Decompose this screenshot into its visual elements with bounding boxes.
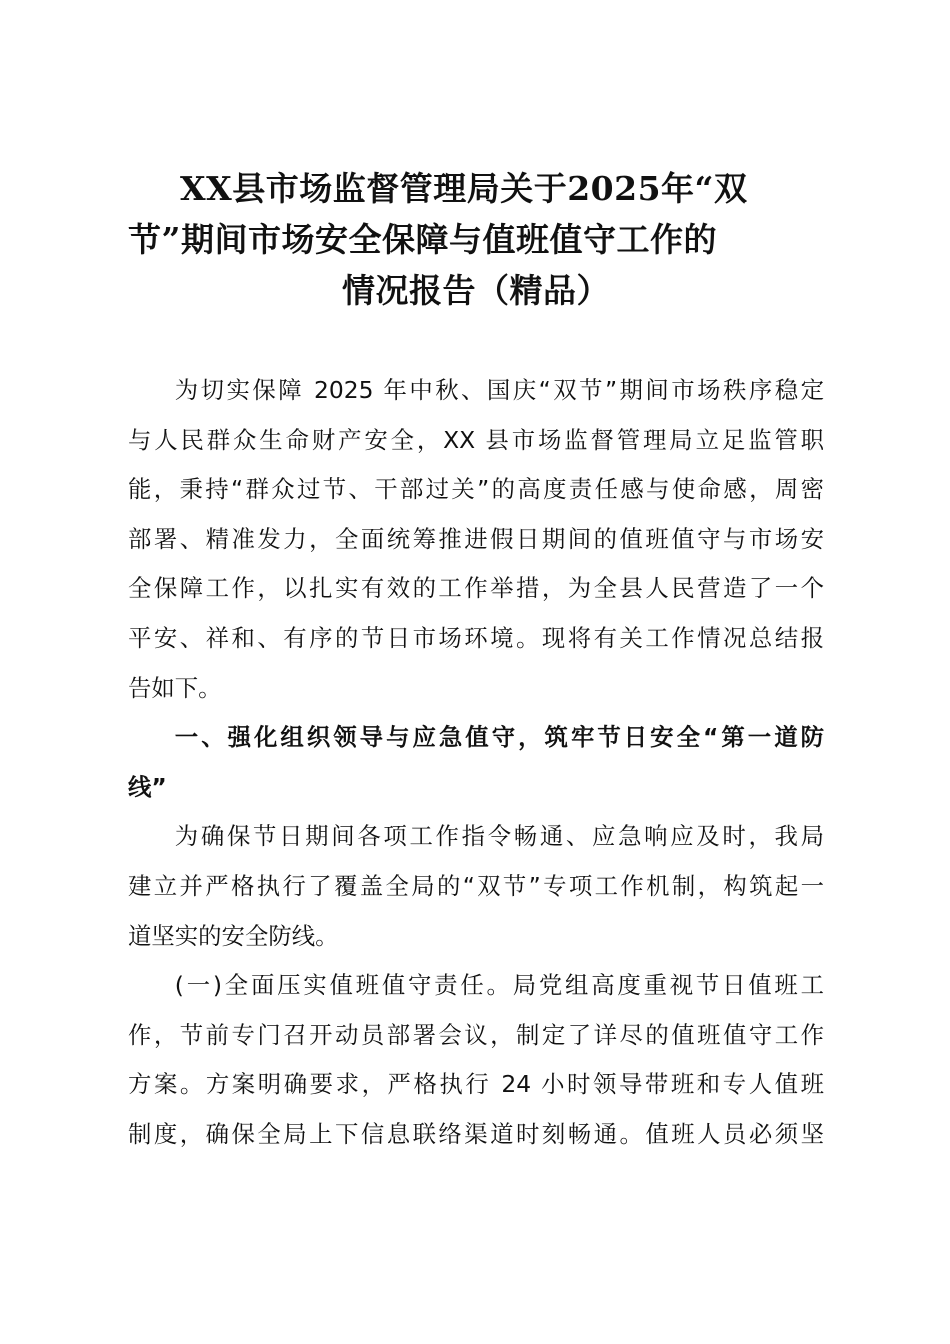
heading-line: 一、强化组织领导与应急值守，筑牢节日安全“第一道防 (174, 723, 824, 752)
section-heading-1 (128, 713, 824, 812)
text-line: 道坚实的安全防线。 (128, 921, 339, 950)
text-line: 为确保节日期间各项工作指令畅通、应急响应及时，我局 (174, 822, 824, 851)
text-line: 部署、精准发力，全面统筹推进假日期间的值班值守与市场安 (128, 524, 824, 553)
text-line: 为切实保障 2025 年中秋、国庆“双节”期间市场秩序稳定 (174, 376, 824, 404)
text-line: 能，秉持“群众过节、干部过关”的高度责任感与使命感，周密 (128, 475, 824, 504)
text-line: 制度，确保全局上下信息联络渠道时刻畅通。值班人员必须坚 (128, 1119, 824, 1148)
text-line: 建立并严格执行了覆盖全局的“双节”专项工作机制，构筑起一 (128, 871, 824, 900)
text-line: 平安、祥和、有序的节日市场环境。现将有关工作情况总结报 (128, 623, 824, 652)
text-line: 全保障工作，以扎实有效的工作举措，为全县人民营造了一个 (128, 574, 824, 603)
title-line-1: XX县市场监督管理局关于2025年“双 (180, 169, 748, 208)
document-body (128, 366, 824, 1160)
title-line-3: 情况报告（精品） (342, 271, 610, 310)
text-line: 告如下。 (128, 673, 222, 702)
section-1-paragraph (128, 812, 824, 961)
intro-paragraph (128, 366, 824, 713)
heading-line: 线” (128, 772, 167, 801)
text-line: 方案。方案明确要求，严格执行 24 小时领导带班和专人值班 (128, 1070, 824, 1099)
document-page (128, 163, 824, 1160)
subsection-1-paragraph (128, 961, 824, 1159)
document-title (128, 163, 824, 316)
text-line: 作，节前专门召开动员部署会议，制定了详尽的值班值守工作 (128, 1020, 824, 1049)
title-line-2: 节”期间市场安全保障与值班值守工作的 (128, 220, 717, 259)
text-line: 与人民群众生命财产安全，XX 县市场监督管理局立足监管职 (128, 425, 824, 454)
text-line: (一)全面压实值班值守责任。局党组高度重视节日值班工 (174, 971, 824, 1000)
